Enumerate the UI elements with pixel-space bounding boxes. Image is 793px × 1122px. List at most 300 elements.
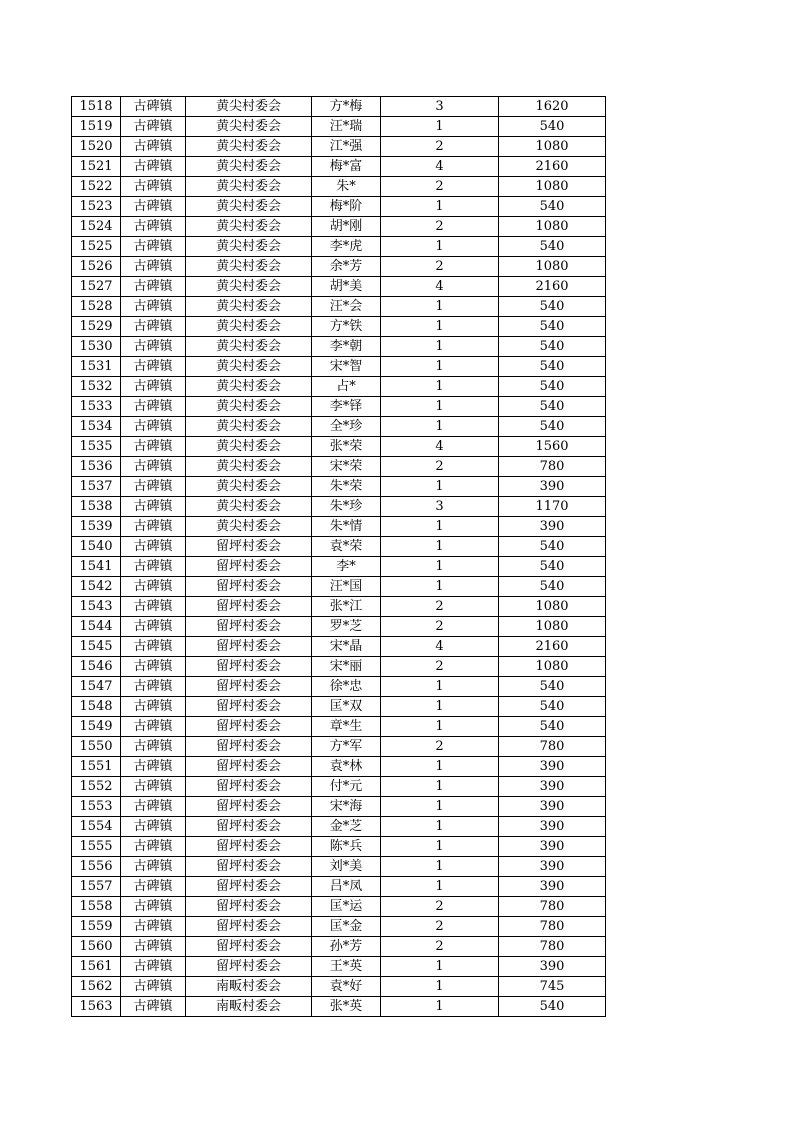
count-cell: 2 bbox=[381, 137, 499, 157]
name-cell: 宋*荣 bbox=[312, 457, 381, 477]
town-cell: 古碑镇 bbox=[121, 377, 186, 397]
table-row bbox=[72, 877, 606, 897]
record-id-cell: 1531 bbox=[72, 357, 121, 377]
amount-cell: 745 bbox=[499, 977, 606, 997]
name-cell: 袁*好 bbox=[312, 977, 381, 997]
record-id-cell: 1561 bbox=[72, 957, 121, 977]
amount-cell: 540 bbox=[499, 697, 606, 717]
amount-cell: 780 bbox=[499, 917, 606, 937]
town-cell: 古碑镇 bbox=[121, 797, 186, 817]
count-cell: 2 bbox=[381, 897, 499, 917]
name-cell: 江*强 bbox=[312, 137, 381, 157]
count-cell: 1 bbox=[381, 417, 499, 437]
village-committee-cell: 黄尖村委会 bbox=[186, 337, 312, 357]
village-committee-cell: 黄尖村委会 bbox=[186, 297, 312, 317]
village-committee-cell: 黄尖村委会 bbox=[186, 177, 312, 197]
table-row bbox=[72, 257, 606, 277]
village-committee-cell: 黄尖村委会 bbox=[186, 257, 312, 277]
record-id-cell: 1528 bbox=[72, 297, 121, 317]
amount-cell: 2160 bbox=[499, 637, 606, 657]
name-cell: 全*珍 bbox=[312, 417, 381, 437]
village-committee-cell: 黄尖村委会 bbox=[186, 357, 312, 377]
table-row bbox=[72, 117, 606, 137]
amount-cell: 540 bbox=[499, 417, 606, 437]
town-cell: 古碑镇 bbox=[121, 657, 186, 677]
table-row bbox=[72, 617, 606, 637]
count-cell: 2 bbox=[381, 917, 499, 937]
count-cell: 2 bbox=[381, 617, 499, 637]
amount-cell: 390 bbox=[499, 757, 606, 777]
village-committee-cell: 留坪村委会 bbox=[186, 877, 312, 897]
amount-cell: 390 bbox=[499, 957, 606, 977]
record-id-cell: 1550 bbox=[72, 737, 121, 757]
town-cell: 古碑镇 bbox=[121, 957, 186, 977]
name-cell: 吕*凤 bbox=[312, 877, 381, 897]
village-committee-cell: 黄尖村委会 bbox=[186, 217, 312, 237]
name-cell: 方*铁 bbox=[312, 317, 381, 337]
town-cell: 古碑镇 bbox=[121, 477, 186, 497]
record-id-cell: 1562 bbox=[72, 977, 121, 997]
name-cell: 余*芳 bbox=[312, 257, 381, 277]
record-id-cell: 1526 bbox=[72, 257, 121, 277]
table-row bbox=[72, 757, 606, 777]
town-cell: 古碑镇 bbox=[121, 437, 186, 457]
amount-cell: 1080 bbox=[499, 217, 606, 237]
count-cell: 4 bbox=[381, 637, 499, 657]
village-committee-cell: 留坪村委会 bbox=[186, 617, 312, 637]
record-id-cell: 1542 bbox=[72, 577, 121, 597]
table-row bbox=[72, 377, 606, 397]
table-row bbox=[72, 337, 606, 357]
record-id-cell: 1522 bbox=[72, 177, 121, 197]
town-cell: 古碑镇 bbox=[121, 517, 186, 537]
name-cell: 陈*兵 bbox=[312, 837, 381, 857]
name-cell: 占* bbox=[312, 377, 381, 397]
name-cell: 匡*运 bbox=[312, 897, 381, 917]
amount-cell: 1170 bbox=[499, 497, 606, 517]
village-committee-cell: 留坪村委会 bbox=[186, 577, 312, 597]
table-row bbox=[72, 317, 606, 337]
amount-cell: 390 bbox=[499, 817, 606, 837]
name-cell: 孙*芳 bbox=[312, 937, 381, 957]
count-cell: 1 bbox=[381, 757, 499, 777]
record-id-cell: 1521 bbox=[72, 157, 121, 177]
count-cell: 1 bbox=[381, 817, 499, 837]
name-cell: 梅*阶 bbox=[312, 197, 381, 217]
town-cell: 古碑镇 bbox=[121, 817, 186, 837]
table-row bbox=[72, 997, 606, 1017]
amount-cell: 1620 bbox=[499, 97, 606, 117]
village-committee-cell: 南畈村委会 bbox=[186, 977, 312, 997]
amount-cell: 1080 bbox=[499, 257, 606, 277]
name-cell: 朱*荣 bbox=[312, 477, 381, 497]
name-cell: 方*梅 bbox=[312, 97, 381, 117]
village-committee-cell: 留坪村委会 bbox=[186, 757, 312, 777]
name-cell: 张*荣 bbox=[312, 437, 381, 457]
count-cell: 1 bbox=[381, 957, 499, 977]
town-cell: 古碑镇 bbox=[121, 597, 186, 617]
amount-cell: 2160 bbox=[499, 277, 606, 297]
count-cell: 3 bbox=[381, 497, 499, 517]
record-id-cell: 1559 bbox=[72, 917, 121, 937]
amount-cell: 540 bbox=[499, 337, 606, 357]
town-cell: 古碑镇 bbox=[121, 777, 186, 797]
count-cell: 1 bbox=[381, 197, 499, 217]
name-cell: 宋*智 bbox=[312, 357, 381, 377]
table-row bbox=[72, 737, 606, 757]
table-row bbox=[72, 977, 606, 997]
table-row bbox=[72, 97, 606, 117]
record-id-cell: 1547 bbox=[72, 677, 121, 697]
table-body bbox=[72, 97, 606, 1017]
table-row bbox=[72, 657, 606, 677]
record-id-cell: 1555 bbox=[72, 837, 121, 857]
count-cell: 1 bbox=[381, 397, 499, 417]
town-cell: 古碑镇 bbox=[121, 637, 186, 657]
table-row bbox=[72, 897, 606, 917]
town-cell: 古碑镇 bbox=[121, 697, 186, 717]
table-row bbox=[72, 457, 606, 477]
table-row bbox=[72, 797, 606, 817]
amount-cell: 540 bbox=[499, 717, 606, 737]
name-cell: 宋*海 bbox=[312, 797, 381, 817]
amount-cell: 390 bbox=[499, 877, 606, 897]
village-committee-cell: 留坪村委会 bbox=[186, 537, 312, 557]
amount-cell: 540 bbox=[499, 997, 606, 1017]
amount-cell: 390 bbox=[499, 517, 606, 537]
table-row bbox=[72, 857, 606, 877]
table-row bbox=[72, 357, 606, 377]
record-id-cell: 1530 bbox=[72, 337, 121, 357]
name-cell: 朱*情 bbox=[312, 517, 381, 537]
count-cell: 2 bbox=[381, 937, 499, 957]
record-id-cell: 1520 bbox=[72, 137, 121, 157]
count-cell: 2 bbox=[381, 457, 499, 477]
record-id-cell: 1534 bbox=[72, 417, 121, 437]
record-id-cell: 1532 bbox=[72, 377, 121, 397]
name-cell: 胡*美 bbox=[312, 277, 381, 297]
town-cell: 古碑镇 bbox=[121, 357, 186, 377]
village-committee-cell: 留坪村委会 bbox=[186, 797, 312, 817]
amount-cell: 540 bbox=[499, 197, 606, 217]
record-id-cell: 1541 bbox=[72, 557, 121, 577]
name-cell: 宋*晶 bbox=[312, 637, 381, 657]
town-cell: 古碑镇 bbox=[121, 537, 186, 557]
name-cell: 王*英 bbox=[312, 957, 381, 977]
name-cell: 金*芝 bbox=[312, 817, 381, 837]
village-committee-cell: 留坪村委会 bbox=[186, 657, 312, 677]
village-committee-cell: 留坪村委会 bbox=[186, 957, 312, 977]
amount-cell: 540 bbox=[499, 297, 606, 317]
count-cell: 2 bbox=[381, 657, 499, 677]
count-cell: 1 bbox=[381, 977, 499, 997]
name-cell: 李* bbox=[312, 557, 381, 577]
village-committee-cell: 留坪村委会 bbox=[186, 937, 312, 957]
name-cell: 胡*刚 bbox=[312, 217, 381, 237]
name-cell: 匡*双 bbox=[312, 697, 381, 717]
count-cell: 1 bbox=[381, 297, 499, 317]
town-cell: 古碑镇 bbox=[121, 497, 186, 517]
record-id-cell: 1537 bbox=[72, 477, 121, 497]
count-cell: 1 bbox=[381, 997, 499, 1017]
table-row bbox=[72, 177, 606, 197]
table-row bbox=[72, 237, 606, 257]
town-cell: 古碑镇 bbox=[121, 737, 186, 757]
name-cell: 梅*富 bbox=[312, 157, 381, 177]
amount-cell: 540 bbox=[499, 577, 606, 597]
village-committee-cell: 黄尖村委会 bbox=[186, 277, 312, 297]
town-cell: 古碑镇 bbox=[121, 457, 186, 477]
village-committee-cell: 留坪村委会 bbox=[186, 857, 312, 877]
village-committee-cell: 留坪村委会 bbox=[186, 817, 312, 837]
amount-cell: 390 bbox=[499, 857, 606, 877]
name-cell: 章*生 bbox=[312, 717, 381, 737]
town-cell: 古碑镇 bbox=[121, 857, 186, 877]
count-cell: 1 bbox=[381, 557, 499, 577]
record-id-cell: 1551 bbox=[72, 757, 121, 777]
count-cell: 4 bbox=[381, 277, 499, 297]
town-cell: 古碑镇 bbox=[121, 937, 186, 957]
count-cell: 1 bbox=[381, 317, 499, 337]
count-cell: 4 bbox=[381, 157, 499, 177]
record-id-cell: 1546 bbox=[72, 657, 121, 677]
name-cell: 袁*荣 bbox=[312, 537, 381, 557]
town-cell: 古碑镇 bbox=[121, 137, 186, 157]
table-row bbox=[72, 217, 606, 237]
amount-cell: 540 bbox=[499, 237, 606, 257]
name-cell: 朱*珍 bbox=[312, 497, 381, 517]
village-committee-cell: 留坪村委会 bbox=[186, 737, 312, 757]
town-cell: 古碑镇 bbox=[121, 217, 186, 237]
name-cell: 朱* bbox=[312, 177, 381, 197]
town-cell: 古碑镇 bbox=[121, 237, 186, 257]
count-cell: 1 bbox=[381, 577, 499, 597]
count-cell: 1 bbox=[381, 837, 499, 857]
count-cell: 1 bbox=[381, 877, 499, 897]
record-id-cell: 1539 bbox=[72, 517, 121, 537]
record-id-cell: 1524 bbox=[72, 217, 121, 237]
name-cell: 李*铎 bbox=[312, 397, 381, 417]
data-table bbox=[71, 96, 606, 1017]
amount-cell: 390 bbox=[499, 477, 606, 497]
town-cell: 古碑镇 bbox=[121, 197, 186, 217]
village-committee-cell: 黄尖村委会 bbox=[186, 117, 312, 137]
town-cell: 古碑镇 bbox=[121, 877, 186, 897]
count-cell: 1 bbox=[381, 717, 499, 737]
amount-cell: 780 bbox=[499, 737, 606, 757]
record-id-cell: 1560 bbox=[72, 937, 121, 957]
count-cell: 1 bbox=[381, 477, 499, 497]
count-cell: 1 bbox=[381, 857, 499, 877]
count-cell: 4 bbox=[381, 437, 499, 457]
record-id-cell: 1556 bbox=[72, 857, 121, 877]
table-row bbox=[72, 557, 606, 577]
amount-cell: 2160 bbox=[499, 157, 606, 177]
amount-cell: 1080 bbox=[499, 597, 606, 617]
town-cell: 古碑镇 bbox=[121, 917, 186, 937]
village-committee-cell: 留坪村委会 bbox=[186, 697, 312, 717]
table-row bbox=[72, 497, 606, 517]
table-row bbox=[72, 437, 606, 457]
name-cell: 付*元 bbox=[312, 777, 381, 797]
name-cell: 徐*忠 bbox=[312, 677, 381, 697]
town-cell: 古碑镇 bbox=[121, 297, 186, 317]
amount-cell: 390 bbox=[499, 837, 606, 857]
table-row bbox=[72, 277, 606, 297]
amount-cell: 780 bbox=[499, 897, 606, 917]
name-cell: 汪*会 bbox=[312, 297, 381, 317]
amount-cell: 540 bbox=[499, 117, 606, 137]
record-id-cell: 1548 bbox=[72, 697, 121, 717]
town-cell: 古碑镇 bbox=[121, 397, 186, 417]
record-id-cell: 1563 bbox=[72, 997, 121, 1017]
amount-cell: 540 bbox=[499, 317, 606, 337]
amount-cell: 1080 bbox=[499, 657, 606, 677]
count-cell: 1 bbox=[381, 357, 499, 377]
record-id-cell: 1545 bbox=[72, 637, 121, 657]
table-row bbox=[72, 197, 606, 217]
town-cell: 古碑镇 bbox=[121, 757, 186, 777]
name-cell: 李*虎 bbox=[312, 237, 381, 257]
village-committee-cell: 黄尖村委会 bbox=[186, 317, 312, 337]
village-committee-cell: 黄尖村委会 bbox=[186, 197, 312, 217]
amount-cell: 540 bbox=[499, 557, 606, 577]
record-id-cell: 1554 bbox=[72, 817, 121, 837]
table-row bbox=[72, 777, 606, 797]
name-cell: 张*英 bbox=[312, 997, 381, 1017]
record-id-cell: 1523 bbox=[72, 197, 121, 217]
town-cell: 古碑镇 bbox=[121, 897, 186, 917]
name-cell: 汪*瑞 bbox=[312, 117, 381, 137]
village-committee-cell: 黄尖村委会 bbox=[186, 237, 312, 257]
record-id-cell: 1553 bbox=[72, 797, 121, 817]
village-committee-cell: 黄尖村委会 bbox=[186, 497, 312, 517]
amount-cell: 540 bbox=[499, 397, 606, 417]
table-row bbox=[72, 957, 606, 977]
town-cell: 古碑镇 bbox=[121, 997, 186, 1017]
count-cell: 1 bbox=[381, 677, 499, 697]
table-row bbox=[72, 157, 606, 177]
name-cell: 张*江 bbox=[312, 597, 381, 617]
name-cell: 刘*美 bbox=[312, 857, 381, 877]
town-cell: 古碑镇 bbox=[121, 717, 186, 737]
name-cell: 李*朝 bbox=[312, 337, 381, 357]
town-cell: 古碑镇 bbox=[121, 837, 186, 857]
village-committee-cell: 留坪村委会 bbox=[186, 597, 312, 617]
table-row bbox=[72, 677, 606, 697]
amount-cell: 780 bbox=[499, 457, 606, 477]
village-committee-cell: 留坪村委会 bbox=[186, 917, 312, 937]
village-committee-cell: 留坪村委会 bbox=[186, 837, 312, 857]
village-committee-cell: 黄尖村委会 bbox=[186, 417, 312, 437]
amount-cell: 540 bbox=[499, 677, 606, 697]
name-cell: 罗*芝 bbox=[312, 617, 381, 637]
table-row bbox=[72, 577, 606, 597]
name-cell: 匡*金 bbox=[312, 917, 381, 937]
record-id-cell: 1525 bbox=[72, 237, 121, 257]
town-cell: 古碑镇 bbox=[121, 577, 186, 597]
village-committee-cell: 留坪村委会 bbox=[186, 637, 312, 657]
amount-cell: 1080 bbox=[499, 137, 606, 157]
table-row bbox=[72, 917, 606, 937]
village-committee-cell: 留坪村委会 bbox=[186, 557, 312, 577]
record-id-cell: 1533 bbox=[72, 397, 121, 417]
record-id-cell: 1557 bbox=[72, 877, 121, 897]
town-cell: 古碑镇 bbox=[121, 557, 186, 577]
table-row bbox=[72, 597, 606, 617]
table-row bbox=[72, 717, 606, 737]
village-committee-cell: 黄尖村委会 bbox=[186, 477, 312, 497]
table-row bbox=[72, 517, 606, 537]
amount-cell: 780 bbox=[499, 937, 606, 957]
village-committee-cell: 南畈村委会 bbox=[186, 997, 312, 1017]
record-id-cell: 1535 bbox=[72, 437, 121, 457]
table-row bbox=[72, 537, 606, 557]
table-row bbox=[72, 417, 606, 437]
record-id-cell: 1549 bbox=[72, 717, 121, 737]
name-cell: 汪*国 bbox=[312, 577, 381, 597]
record-id-cell: 1544 bbox=[72, 617, 121, 637]
amount-cell: 540 bbox=[499, 357, 606, 377]
town-cell: 古碑镇 bbox=[121, 677, 186, 697]
village-committee-cell: 留坪村委会 bbox=[186, 777, 312, 797]
record-id-cell: 1543 bbox=[72, 597, 121, 617]
town-cell: 古碑镇 bbox=[121, 277, 186, 297]
record-id-cell: 1558 bbox=[72, 897, 121, 917]
town-cell: 古碑镇 bbox=[121, 317, 186, 337]
name-cell: 袁*林 bbox=[312, 757, 381, 777]
count-cell: 1 bbox=[381, 517, 499, 537]
town-cell: 古碑镇 bbox=[121, 617, 186, 637]
town-cell: 古碑镇 bbox=[121, 337, 186, 357]
count-cell: 1 bbox=[381, 537, 499, 557]
town-cell: 古碑镇 bbox=[121, 157, 186, 177]
table-row bbox=[72, 937, 606, 957]
village-committee-cell: 黄尖村委会 bbox=[186, 437, 312, 457]
table-row bbox=[72, 297, 606, 317]
count-cell: 1 bbox=[381, 797, 499, 817]
count-cell: 2 bbox=[381, 737, 499, 757]
count-cell: 2 bbox=[381, 177, 499, 197]
amount-cell: 390 bbox=[499, 777, 606, 797]
table-row bbox=[72, 477, 606, 497]
village-committee-cell: 黄尖村委会 bbox=[186, 97, 312, 117]
village-committee-cell: 留坪村委会 bbox=[186, 897, 312, 917]
record-id-cell: 1519 bbox=[72, 117, 121, 137]
town-cell: 古碑镇 bbox=[121, 177, 186, 197]
record-id-cell: 1552 bbox=[72, 777, 121, 797]
record-id-cell: 1529 bbox=[72, 317, 121, 337]
table-row bbox=[72, 637, 606, 657]
village-committee-cell: 黄尖村委会 bbox=[186, 137, 312, 157]
village-committee-cell: 黄尖村委会 bbox=[186, 517, 312, 537]
table-row bbox=[72, 817, 606, 837]
town-cell: 古碑镇 bbox=[121, 117, 186, 137]
count-cell: 1 bbox=[381, 777, 499, 797]
record-id-cell: 1538 bbox=[72, 497, 121, 517]
town-cell: 古碑镇 bbox=[121, 97, 186, 117]
amount-cell: 540 bbox=[499, 537, 606, 557]
amount-cell: 1080 bbox=[499, 177, 606, 197]
count-cell: 1 bbox=[381, 377, 499, 397]
count-cell: 1 bbox=[381, 237, 499, 257]
village-committee-cell: 黄尖村委会 bbox=[186, 157, 312, 177]
count-cell: 1 bbox=[381, 697, 499, 717]
name-cell: 方*军 bbox=[312, 737, 381, 757]
record-id-cell: 1540 bbox=[72, 537, 121, 557]
record-id-cell: 1536 bbox=[72, 457, 121, 477]
table-row bbox=[72, 137, 606, 157]
